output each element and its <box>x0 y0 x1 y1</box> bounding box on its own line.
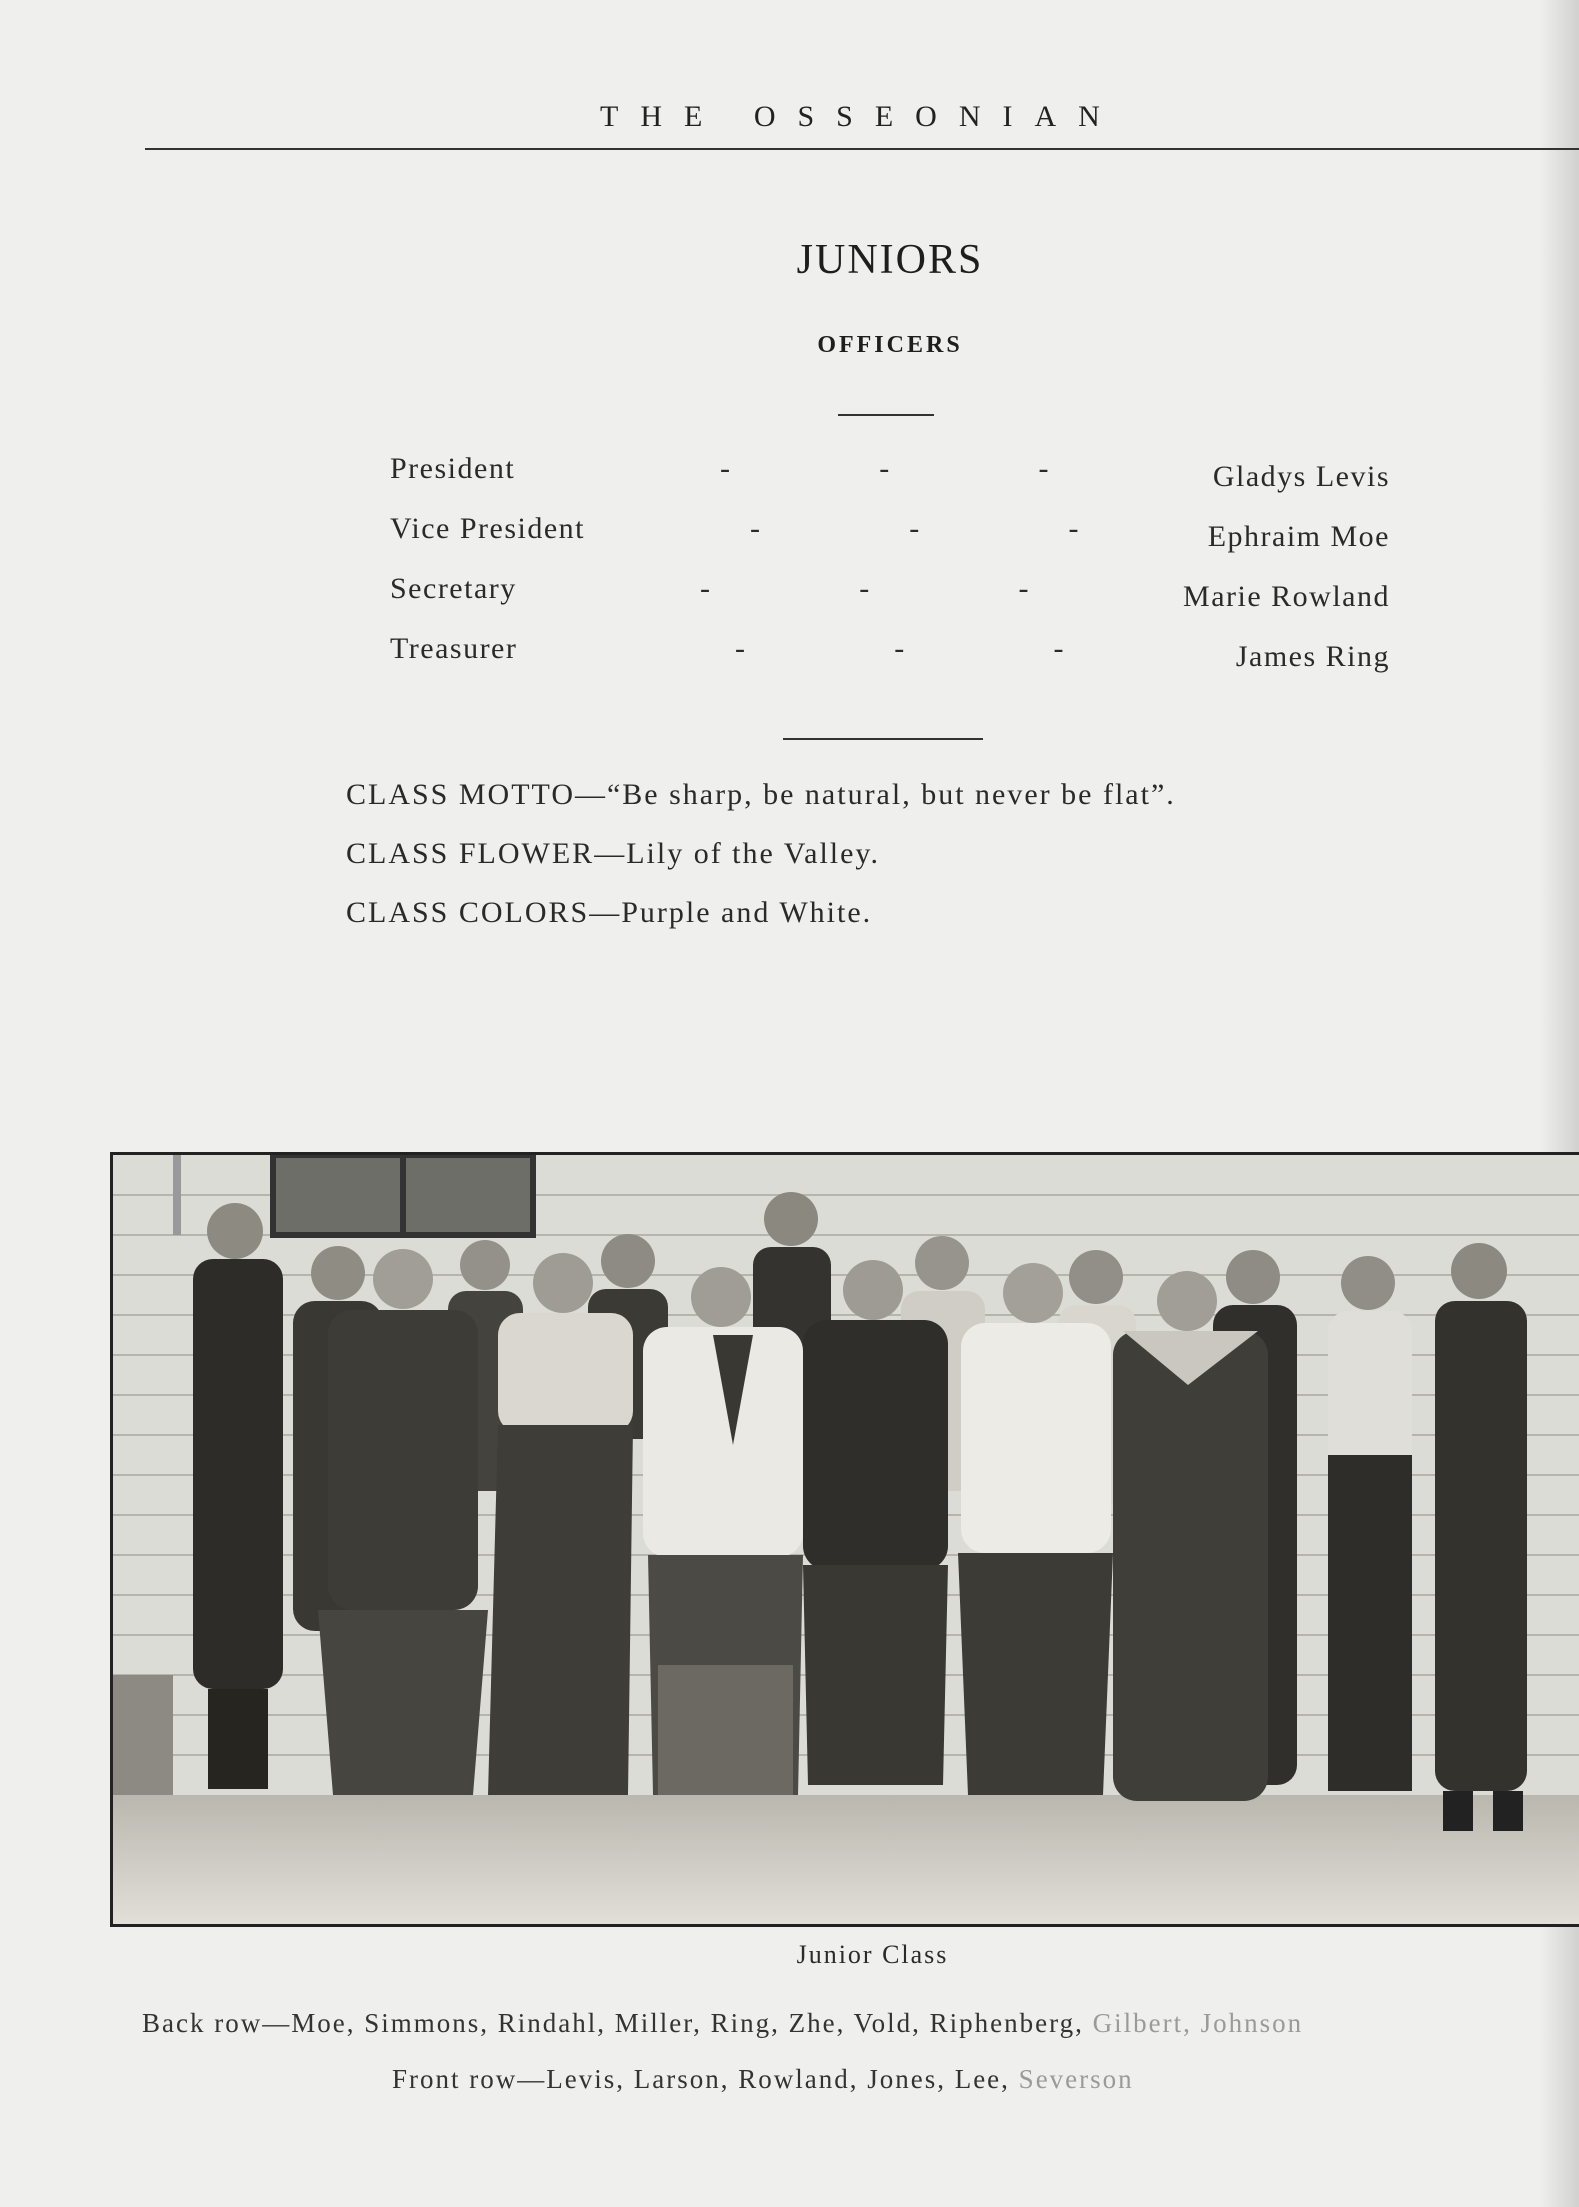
dash: - <box>735 632 747 665</box>
class-photograph <box>110 1152 1579 1927</box>
header-rule <box>145 148 1579 150</box>
back-row-names <box>142 2008 1579 2039</box>
dash: - <box>750 512 762 545</box>
officer-role: Vice President <box>390 512 585 545</box>
class-flower: CLASS FLOWER—Lily of the Valley. <box>346 837 880 870</box>
officer-row-treasurer <box>390 632 1390 692</box>
ground <box>113 1795 1579 1927</box>
officer-name: Gladys Levis <box>1212 460 1390 493</box>
officer-role: Secretary <box>390 572 517 605</box>
officer-leader-dashes <box>735 632 1065 666</box>
class-colors: CLASS COLORS—Purple and White. <box>346 896 873 929</box>
dash: - <box>909 512 921 545</box>
front-row-names-visible: Front row—Levis, Larson, Rowland, Jones, Lee, <box>392 2064 1010 2094</box>
front-row-names-faded: Severson <box>1009 2064 1134 2094</box>
section-title: JUNIORS <box>796 237 984 283</box>
dash: - <box>894 632 906 665</box>
dash: - <box>1053 632 1065 665</box>
officer-row-secretary <box>390 572 1390 632</box>
officer-row-vice-president <box>390 512 1390 572</box>
class-photo-illustration <box>113 1155 1579 1927</box>
officer-leader-dashes <box>700 572 1030 606</box>
dash: - <box>1038 452 1050 485</box>
officer-name: James Ring <box>1235 640 1390 673</box>
divider-rule-middle <box>783 738 983 740</box>
officer-leader-dashes <box>720 452 1050 486</box>
divider-rule-top <box>838 414 934 416</box>
class-info <box>346 778 1496 955</box>
officer-name: Marie Rowland <box>1183 580 1390 613</box>
photo-caption: Junior Class <box>796 1940 949 1969</box>
dash: - <box>1068 512 1080 545</box>
dash: - <box>859 572 871 605</box>
dash: - <box>879 452 891 485</box>
running-header: THE OSSEONIAN <box>600 100 1122 133</box>
officer-role: Treasurer <box>390 632 518 665</box>
officers-list <box>390 452 1390 692</box>
front-row-names <box>392 2064 1492 2095</box>
back-row-names-faded: Gilbert, Johnson <box>1083 2008 1304 2038</box>
dash: - <box>1018 572 1030 605</box>
class-motto: CLASS MOTTO—“Be sharp, be natural, but never be flat”. <box>346 778 1176 811</box>
dash: - <box>720 452 732 485</box>
officer-name: Ephraim Moe <box>1207 520 1390 553</box>
officers-heading: OFFICERS <box>817 332 963 358</box>
officer-row-president <box>390 452 1390 512</box>
officer-role: President <box>390 452 516 485</box>
front-row-figures <box>318 1249 1268 1801</box>
officer-leader-dashes <box>750 512 1080 546</box>
dash: - <box>700 572 712 605</box>
back-row-names-visible: Back row—Moe, Simmons, Rindahl, Miller, Ring, Zhe, Vold, Riphenberg, <box>142 2008 1084 2038</box>
